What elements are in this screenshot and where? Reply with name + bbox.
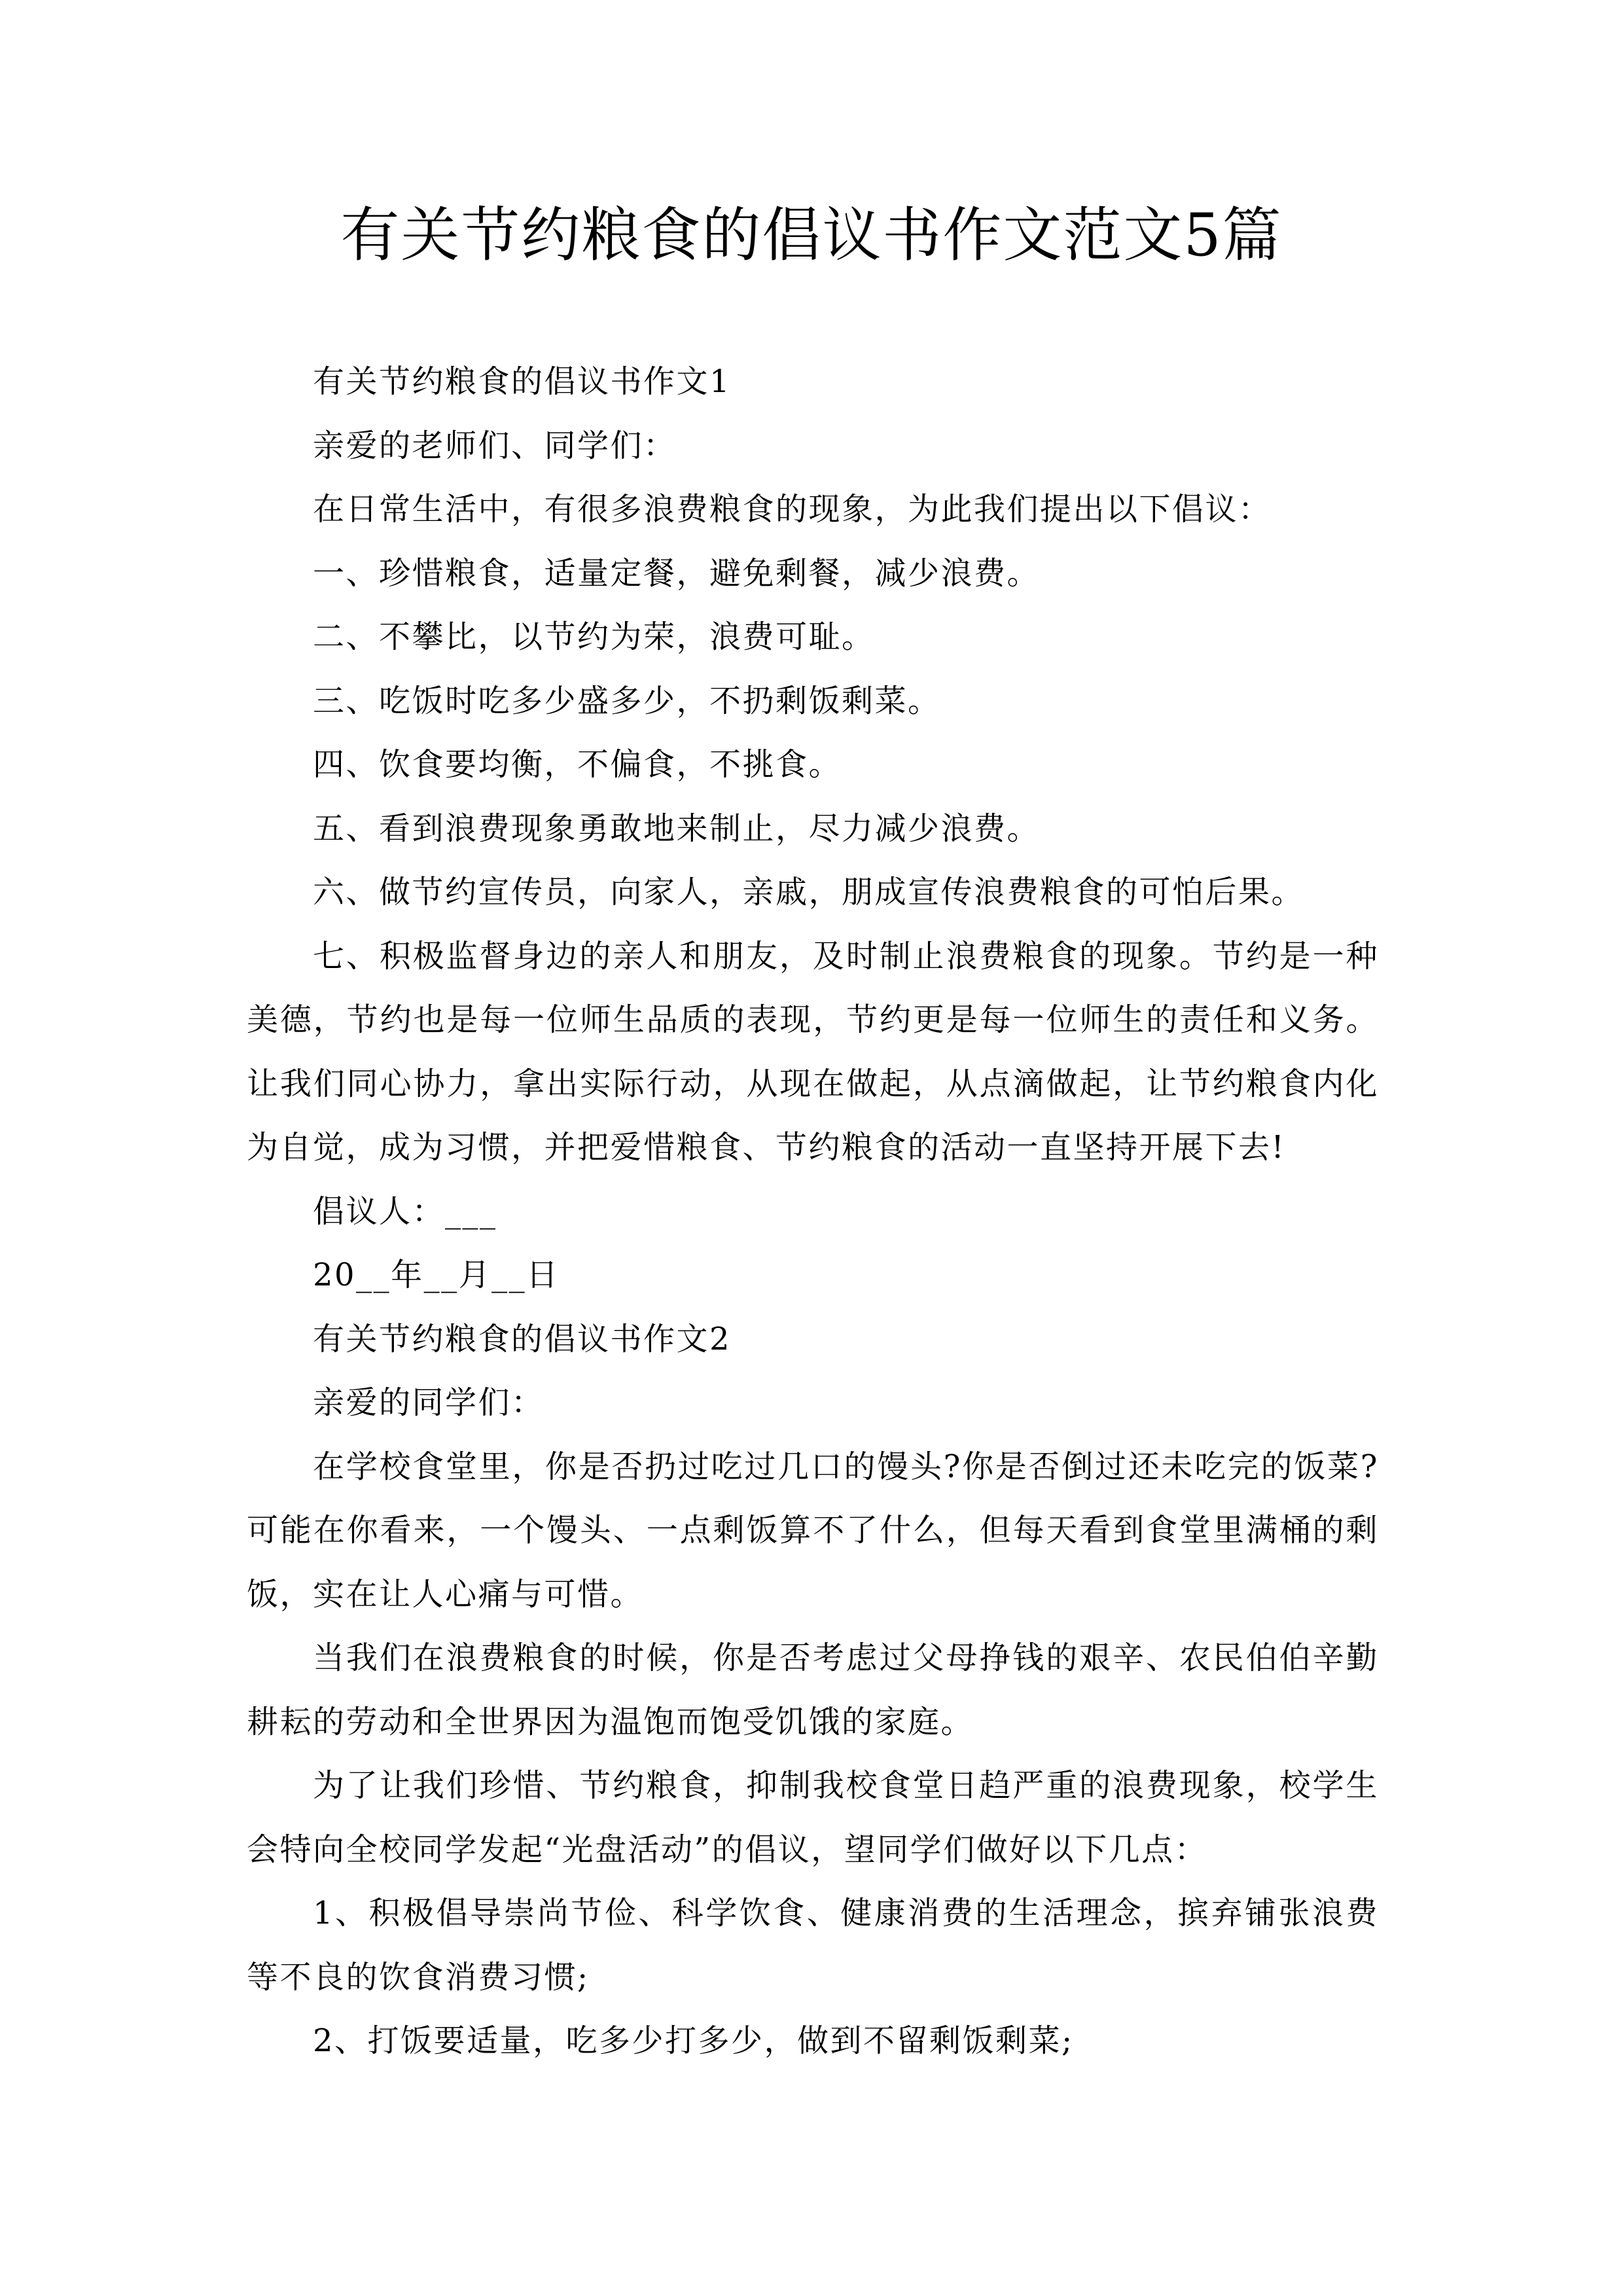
paragraph: 当我们在浪费粮食的时候，你是否考虑过父母挣钱的艰辛、农民伯伯辛勤耕耘的劳动和全世界因为温饱而饱受饥饿的家庭。: [247, 1640, 1379, 1740]
paragraph: 在日常生活中，有很多浪费粮食的现象，为此我们提出以下倡议：: [313, 491, 1272, 528]
paragraph: 为了让我们珍惜、节约粮食，抑制我校食堂日趋严重的浪费现象，校学生会特向全校同学发起“光盘活动”的倡议，望同学们做好以下几点：: [247, 1767, 1379, 1868]
proposal-item: 六、做节约宣传员，向家人，亲戚，朋成宣传浪费粮食的可怕后果。: [313, 874, 1305, 910]
paragraph: 在学校食堂里，你是否扔过吃过几口的馒头?你是否倒过还未吃完的饭菜?可能在你看来，一个馒头、一点剩饭算不了什么，但每天看到食堂里满桶的剩饭，实在让人心痛与可惜。: [247, 1448, 1379, 1613]
proposal-item: 2、打饭要适量，吃多少打多少，做到不留剩饭剩菜;: [313, 2022, 1074, 2059]
document-title: 有关节约粮食的倡议书作文范文5篇: [340, 201, 1283, 270]
salutation: 亲爱的同学们：: [313, 1384, 544, 1421]
proposal-item: 二、不攀比，以节约为荣，浪费可耻。: [313, 619, 875, 655]
date-line: 20__年__月__日: [313, 1257, 560, 1293]
proposal-item: 四、饮食要均衡，不偏食，不挑食。: [313, 746, 842, 783]
essay-2-heading: 有关节约粮食的倡议书作文2: [313, 1320, 732, 1357]
proposal-item: 五、看到浪费现象勇敢地来制止，尽力减少浪费。: [313, 810, 1041, 847]
salutation: 亲爱的老师们、同学们：: [313, 427, 677, 464]
essay-1-heading: 有关节约粮食的倡议书作文1: [313, 363, 732, 400]
signature-line: 倡议人：___: [313, 1193, 497, 1230]
proposal-item: 七、积极监督身边的亲人和朋友，及时制止浪费粮食的现象。节约是一种美德，节约也是每一位师生品质的表现，节约更是每一位师生的责任和义务。让我们同心协力，拿出实际行动，从现在做起，从点滴做起，让节约粮食内化为自觉，成为习惯，并把爱惜粮食、节约粮食的活动一直坚持开展下去!: [247, 937, 1379, 1166]
document-body: [247, 350, 1379, 2073]
proposal-item: 一、珍惜粮食，适量定餐，避免剩餐，减少浪费。: [313, 554, 1041, 592]
proposal-item: 1、积极倡导崇尚节俭、科学饮食、健康消费的生活理念，摈弃铺张浪费等不良的饮食消费习惯;: [247, 1895, 1379, 1996]
proposal-item: 三、吃饭时吃多少盛多少，不扔剩饭剩菜。: [313, 682, 941, 719]
